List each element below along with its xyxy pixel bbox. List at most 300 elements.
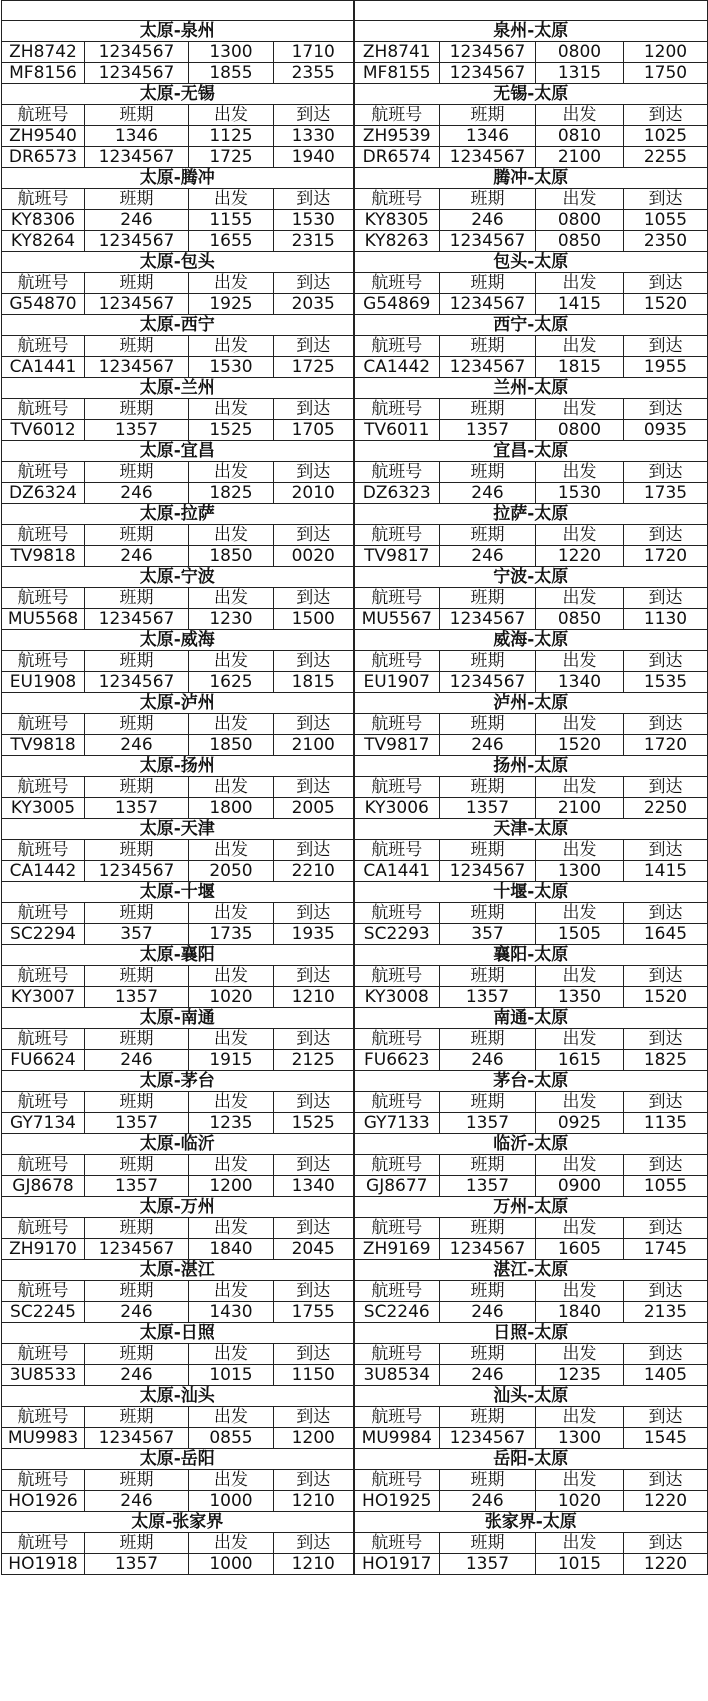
column-header-flight: 航班号 xyxy=(2,903,85,924)
flight-row xyxy=(2,798,708,819)
arrival-time: 2100 xyxy=(274,735,354,756)
flight-number: HO1917 xyxy=(354,1554,440,1575)
outbound-route-title: 太原-包头 xyxy=(2,252,354,273)
schedule-days: 1234567 xyxy=(85,609,189,630)
flight-number: KY8305 xyxy=(354,210,440,231)
flight-number: TV6011 xyxy=(354,420,440,441)
column-header-arrive: 到达 xyxy=(624,1281,708,1302)
column-header-days: 班期 xyxy=(85,1092,189,1113)
arrival-time: 1645 xyxy=(624,924,708,945)
outbound-route-title: 太原-宁波 xyxy=(2,567,354,588)
schedule-days: 1357 xyxy=(85,420,189,441)
flight-row xyxy=(2,1113,708,1134)
column-header-depart: 出发 xyxy=(536,525,624,546)
departure-time: 1000 xyxy=(189,1554,274,1575)
column-header-depart: 出发 xyxy=(189,588,274,609)
arrival-time: 1955 xyxy=(624,357,708,378)
departure-time: 1020 xyxy=(189,987,274,1008)
departure-time: 1735 xyxy=(189,924,274,945)
column-header-days: 班期 xyxy=(440,1218,536,1239)
column-header-days: 班期 xyxy=(440,462,536,483)
column-header-depart: 出发 xyxy=(536,840,624,861)
schedule-days: 1234567 xyxy=(85,672,189,693)
column-header-days: 班期 xyxy=(85,1407,189,1428)
schedule-days: 246 xyxy=(440,546,536,567)
column-header-flight: 航班号 xyxy=(2,1155,85,1176)
schedule-days: 1357 xyxy=(440,1176,536,1197)
flight-number: 3U8534 xyxy=(354,1365,440,1386)
column-header-depart: 出发 xyxy=(189,189,274,210)
column-header-arrive: 到达 xyxy=(624,1344,708,1365)
column-header-depart: 出发 xyxy=(536,588,624,609)
column-header-days: 班期 xyxy=(85,966,189,987)
route-row xyxy=(2,1134,708,1155)
departure-time: 1925 xyxy=(189,294,274,315)
column-header-flight: 航班号 xyxy=(2,1029,85,1050)
route-row xyxy=(2,1197,708,1218)
column-header-depart: 出发 xyxy=(536,777,624,798)
column-header-depart: 出发 xyxy=(189,903,274,924)
column-header-days: 班期 xyxy=(85,1218,189,1239)
flight-number: GY7134 xyxy=(2,1113,85,1134)
flight-row xyxy=(2,1239,708,1260)
flight-row xyxy=(2,1050,708,1071)
flight-number: EU1908 xyxy=(2,672,85,693)
column-header-arrive: 到达 xyxy=(274,1470,354,1491)
column-header-arrive: 到达 xyxy=(274,105,354,126)
table-bottom-spacer xyxy=(0,1575,708,1590)
arrival-time: 1130 xyxy=(624,609,708,630)
arrival-time: 1330 xyxy=(274,126,354,147)
column-header-depart: 出发 xyxy=(536,1344,624,1365)
route-row xyxy=(2,21,708,42)
schedule-days: 246 xyxy=(85,546,189,567)
flight-row xyxy=(2,546,708,567)
departure-time: 1605 xyxy=(536,1239,624,1260)
route-row xyxy=(2,1071,708,1092)
column-header-flight: 航班号 xyxy=(2,588,85,609)
column-header-flight: 航班号 xyxy=(2,651,85,672)
arrival-time: 1720 xyxy=(624,735,708,756)
arrival-time: 1745 xyxy=(624,1239,708,1260)
arrival-time: 1725 xyxy=(274,357,354,378)
column-header-flight: 航班号 xyxy=(2,966,85,987)
column-header-arrive: 到达 xyxy=(624,1155,708,1176)
column-header-days: 班期 xyxy=(85,903,189,924)
arrival-time: 1735 xyxy=(624,483,708,504)
schedule-days: 1234567 xyxy=(440,672,536,693)
outbound-route-title: 太原-天津 xyxy=(2,819,354,840)
departure-time: 1840 xyxy=(189,1239,274,1260)
outbound-route-title: 太原-汕头 xyxy=(2,1386,354,1407)
column-header-depart: 出发 xyxy=(189,714,274,735)
flight-row xyxy=(2,147,708,168)
column-header-arrive: 到达 xyxy=(624,1029,708,1050)
inbound-route-title: 茅台-太原 xyxy=(354,1071,708,1092)
column-header-flight: 航班号 xyxy=(354,399,440,420)
column-header-row xyxy=(2,399,708,420)
flight-number: KY3007 xyxy=(2,987,85,1008)
flight-row xyxy=(2,210,708,231)
column-header-flight: 航班号 xyxy=(354,273,440,294)
column-header-arrive: 到达 xyxy=(274,1281,354,1302)
column-header-flight: 航班号 xyxy=(354,189,440,210)
inbound-route-title: 扬州-太原 xyxy=(354,756,708,777)
flight-row xyxy=(2,1176,708,1197)
column-header-depart: 出发 xyxy=(536,1407,624,1428)
departure-time: 0850 xyxy=(536,609,624,630)
route-row xyxy=(2,252,708,273)
column-header-flight: 航班号 xyxy=(2,714,85,735)
flight-number: TV9817 xyxy=(354,546,440,567)
inbound-route-title: 拉萨-太原 xyxy=(354,504,708,525)
column-header-arrive: 到达 xyxy=(624,525,708,546)
flight-number: FU6624 xyxy=(2,1050,85,1071)
schedule-days: 1234567 xyxy=(440,294,536,315)
column-header-arrive: 到达 xyxy=(624,1218,708,1239)
flight-row xyxy=(2,63,708,84)
column-header-row xyxy=(2,273,708,294)
column-header-row xyxy=(2,1281,708,1302)
inbound-route-title: 泉州-太原 xyxy=(354,21,708,42)
schedule-days: 246 xyxy=(440,1365,536,1386)
departure-time: 1655 xyxy=(189,231,274,252)
departure-time: 1230 xyxy=(189,609,274,630)
column-header-flight: 航班号 xyxy=(2,1092,85,1113)
column-header-days: 班期 xyxy=(440,1470,536,1491)
departure-time: 0900 xyxy=(536,1176,624,1197)
column-header-row xyxy=(2,189,708,210)
inbound-route-title: 无锡-太原 xyxy=(354,84,708,105)
arrival-time: 1055 xyxy=(624,210,708,231)
flight-number: KY8263 xyxy=(354,231,440,252)
outbound-route-title: 太原-宜昌 xyxy=(2,441,354,462)
column-header-depart: 出发 xyxy=(189,966,274,987)
flight-number: KY8306 xyxy=(2,210,85,231)
inbound-route-title: 岳阳-太原 xyxy=(354,1449,708,1470)
column-header-row xyxy=(2,1344,708,1365)
arrival-time: 2125 xyxy=(274,1050,354,1071)
arrival-time: 1710 xyxy=(274,42,354,63)
column-header-row xyxy=(2,1407,708,1428)
route-row xyxy=(2,882,708,903)
column-header-row xyxy=(2,336,708,357)
outbound-route-title: 太原-茅台 xyxy=(2,1071,354,1092)
departure-time: 1125 xyxy=(189,126,274,147)
column-header-flight: 航班号 xyxy=(354,777,440,798)
column-header-arrive: 到达 xyxy=(274,399,354,420)
arrival-time: 1520 xyxy=(624,294,708,315)
departure-time: 2100 xyxy=(536,798,624,819)
arrival-time: 0935 xyxy=(624,420,708,441)
schedule-days: 1234567 xyxy=(440,1428,536,1449)
flight-row xyxy=(2,735,708,756)
schedule-days: 1234567 xyxy=(85,1239,189,1260)
flight-row xyxy=(2,1554,708,1575)
schedule-days: 1234567 xyxy=(85,147,189,168)
column-header-flight: 航班号 xyxy=(354,1470,440,1491)
flight-number: G54869 xyxy=(354,294,440,315)
column-header-days: 班期 xyxy=(440,588,536,609)
inbound-route-title: 湛江-太原 xyxy=(354,1260,708,1281)
schedule-days: 357 xyxy=(440,924,536,945)
flight-row xyxy=(2,294,708,315)
flight-number: GY7133 xyxy=(354,1113,440,1134)
column-header-flight: 航班号 xyxy=(2,1470,85,1491)
departure-time: 0850 xyxy=(536,231,624,252)
departure-time: 1505 xyxy=(536,924,624,945)
column-header-row xyxy=(2,462,708,483)
schedule-body xyxy=(2,1,708,1575)
column-header-row xyxy=(2,651,708,672)
column-header-depart: 出发 xyxy=(536,189,624,210)
column-header-depart: 出发 xyxy=(189,1092,274,1113)
schedule-days: 246 xyxy=(85,1302,189,1323)
column-header-arrive: 到达 xyxy=(274,1092,354,1113)
column-header-depart: 出发 xyxy=(189,1533,274,1554)
column-header-depart: 出发 xyxy=(536,714,624,735)
schedule-days: 1234567 xyxy=(440,42,536,63)
departure-time: 1000 xyxy=(189,1491,274,1512)
column-header-row xyxy=(2,525,708,546)
outbound-route-title: 太原-拉萨 xyxy=(2,504,354,525)
column-header-arrive: 到达 xyxy=(274,714,354,735)
arrival-time: 1825 xyxy=(624,1050,708,1071)
departure-time: 0855 xyxy=(189,1428,274,1449)
departure-time: 1300 xyxy=(536,861,624,882)
column-header-flight: 航班号 xyxy=(354,1407,440,1428)
column-header-depart: 出发 xyxy=(189,1029,274,1050)
inbound-route-title: 襄阳-太原 xyxy=(354,945,708,966)
column-header-depart: 出发 xyxy=(536,105,624,126)
flight-row xyxy=(2,609,708,630)
route-row xyxy=(2,504,708,525)
schedule-days: 1357 xyxy=(440,987,536,1008)
outbound-route-title: 太原-兰州 xyxy=(2,378,354,399)
flight-number: HO1925 xyxy=(354,1491,440,1512)
column-header-flight: 航班号 xyxy=(354,1092,440,1113)
departure-time: 1015 xyxy=(536,1554,624,1575)
column-header-depart: 出发 xyxy=(536,1092,624,1113)
column-header-arrive: 到达 xyxy=(624,1533,708,1554)
column-header-days: 班期 xyxy=(440,651,536,672)
flight-number: FU6623 xyxy=(354,1050,440,1071)
column-header-days: 班期 xyxy=(440,714,536,735)
inbound-route-title: 西宁-太原 xyxy=(354,315,708,336)
column-header-arrive: 到达 xyxy=(624,714,708,735)
flight-row xyxy=(2,861,708,882)
arrival-time: 1025 xyxy=(624,126,708,147)
schedule-days: 1357 xyxy=(440,1554,536,1575)
outbound-route-title: 太原-万州 xyxy=(2,1197,354,1218)
column-header-arrive: 到达 xyxy=(274,966,354,987)
departure-time: 1300 xyxy=(536,1428,624,1449)
column-header-arrive: 到达 xyxy=(624,777,708,798)
route-row xyxy=(2,1386,708,1407)
column-header-flight: 航班号 xyxy=(2,1281,85,1302)
column-header-flight: 航班号 xyxy=(354,462,440,483)
outbound-route-title: 太原-泸州 xyxy=(2,693,354,714)
departure-time: 0925 xyxy=(536,1113,624,1134)
column-header-flight: 航班号 xyxy=(354,714,440,735)
route-row xyxy=(2,315,708,336)
schedule-days: 246 xyxy=(85,483,189,504)
column-header-row xyxy=(2,1218,708,1239)
inbound-route-title: 天津-太原 xyxy=(354,819,708,840)
flight-number: EU1907 xyxy=(354,672,440,693)
column-header-days: 班期 xyxy=(85,714,189,735)
column-header-row xyxy=(2,1029,708,1050)
schedule-days: 1234567 xyxy=(440,861,536,882)
inbound-route-title: 包头-太原 xyxy=(354,252,708,273)
column-header-days: 班期 xyxy=(440,840,536,861)
departure-time: 1430 xyxy=(189,1302,274,1323)
column-header-depart: 出发 xyxy=(536,336,624,357)
column-header-arrive: 到达 xyxy=(274,588,354,609)
column-header-arrive: 到达 xyxy=(624,105,708,126)
arrival-time: 1415 xyxy=(624,861,708,882)
column-header-row xyxy=(2,1470,708,1491)
column-header-depart: 出发 xyxy=(189,525,274,546)
column-header-flight: 航班号 xyxy=(2,777,85,798)
flight-number: ZH9540 xyxy=(2,126,85,147)
departure-time: 0800 xyxy=(536,420,624,441)
column-header-arrive: 到达 xyxy=(274,777,354,798)
route-row xyxy=(2,1260,708,1281)
departure-time: 1615 xyxy=(536,1050,624,1071)
column-header-flight: 航班号 xyxy=(2,1218,85,1239)
column-header-arrive: 到达 xyxy=(624,588,708,609)
flight-number: DZ6324 xyxy=(2,483,85,504)
departure-time: 1415 xyxy=(536,294,624,315)
arrival-time: 2005 xyxy=(274,798,354,819)
column-header-days: 班期 xyxy=(440,1533,536,1554)
route-row xyxy=(2,84,708,105)
column-header-arrive: 到达 xyxy=(274,1029,354,1050)
route-row xyxy=(2,378,708,399)
schedule-days: 1346 xyxy=(85,126,189,147)
flight-row xyxy=(2,42,708,63)
departure-time: 1725 xyxy=(189,147,274,168)
schedule-days: 1234567 xyxy=(440,147,536,168)
flight-row xyxy=(2,420,708,441)
arrival-time: 2315 xyxy=(274,231,354,252)
column-header-depart: 出发 xyxy=(189,1407,274,1428)
column-header-arrive: 到达 xyxy=(624,336,708,357)
schedule-days: 1234567 xyxy=(85,63,189,84)
schedule-days: 1234567 xyxy=(440,357,536,378)
column-header-row xyxy=(2,840,708,861)
column-header-days: 班期 xyxy=(85,1155,189,1176)
column-header-flight: 航班号 xyxy=(354,525,440,546)
column-header-flight: 航班号 xyxy=(354,336,440,357)
flight-number: ZH9169 xyxy=(354,1239,440,1260)
column-header-days: 班期 xyxy=(85,777,189,798)
schedule-days: 1357 xyxy=(85,1554,189,1575)
flight-number: G54870 xyxy=(2,294,85,315)
column-header-depart: 出发 xyxy=(536,1155,624,1176)
flight-row xyxy=(2,672,708,693)
column-header-flight: 航班号 xyxy=(354,1218,440,1239)
column-header-arrive: 到达 xyxy=(624,840,708,861)
flight-number: HO1926 xyxy=(2,1491,85,1512)
inbound-route-title: 宁波-太原 xyxy=(354,567,708,588)
arrival-time: 1135 xyxy=(624,1113,708,1134)
departure-time: 1315 xyxy=(536,63,624,84)
flight-number: TV6012 xyxy=(2,420,85,441)
departure-time: 1800 xyxy=(189,798,274,819)
departure-time: 1850 xyxy=(189,735,274,756)
column-header-flight: 航班号 xyxy=(2,273,85,294)
departure-time: 1915 xyxy=(189,1050,274,1071)
column-header-row xyxy=(2,966,708,987)
departure-time: 1300 xyxy=(189,42,274,63)
column-header-depart: 出发 xyxy=(536,903,624,924)
arrival-time: 2350 xyxy=(624,231,708,252)
arrival-time: 2035 xyxy=(274,294,354,315)
column-header-flight: 航班号 xyxy=(2,462,85,483)
column-header-arrive: 到达 xyxy=(274,336,354,357)
flight-row xyxy=(2,987,708,1008)
flight-row xyxy=(2,1302,708,1323)
column-header-row xyxy=(2,588,708,609)
column-header-flight: 航班号 xyxy=(2,525,85,546)
departure-time: 1530 xyxy=(536,483,624,504)
arrival-time: 1055 xyxy=(624,1176,708,1197)
departure-time: 0810 xyxy=(536,126,624,147)
schedule-days: 1357 xyxy=(85,1113,189,1134)
schedule-days: 1234567 xyxy=(85,42,189,63)
column-header-depart: 出发 xyxy=(536,1029,624,1050)
schedule-days: 1357 xyxy=(440,1113,536,1134)
route-row xyxy=(2,441,708,462)
flight-number: SC2294 xyxy=(2,924,85,945)
column-header-row xyxy=(2,1533,708,1554)
column-header-days: 班期 xyxy=(440,189,536,210)
schedule-days: 246 xyxy=(85,735,189,756)
column-header-arrive: 到达 xyxy=(274,1344,354,1365)
outbound-route-title: 太原-十堰 xyxy=(2,882,354,903)
schedule-days: 357 xyxy=(85,924,189,945)
column-header-arrive: 到达 xyxy=(274,1155,354,1176)
flight-schedule-table xyxy=(1,0,708,1575)
arrival-time: 2355 xyxy=(274,63,354,84)
column-header-arrive: 到达 xyxy=(274,1533,354,1554)
outbound-route-title: 太原-西宁 xyxy=(2,315,354,336)
inbound-route-title: 日照-太原 xyxy=(354,1323,708,1344)
inbound-route-title: 泸州-太原 xyxy=(354,693,708,714)
flight-number: MF8156 xyxy=(2,63,85,84)
flight-number: KY3005 xyxy=(2,798,85,819)
flight-number: DR6574 xyxy=(354,147,440,168)
departure-time: 1020 xyxy=(536,1491,624,1512)
outbound-route-title: 太原-日照 xyxy=(2,1323,354,1344)
flight-number: TV9818 xyxy=(2,546,85,567)
flight-number: CA1441 xyxy=(2,357,85,378)
route-row xyxy=(2,1323,708,1344)
column-header-arrive: 到达 xyxy=(624,651,708,672)
arrival-time: 2010 xyxy=(274,483,354,504)
schedule-days: 246 xyxy=(440,1302,536,1323)
column-header-days: 班期 xyxy=(85,588,189,609)
schedule-days: 246 xyxy=(85,210,189,231)
outbound-route-title: 太原-张家界 xyxy=(2,1512,354,1533)
column-header-depart: 出发 xyxy=(189,105,274,126)
column-header-days: 班期 xyxy=(85,840,189,861)
flight-row xyxy=(2,357,708,378)
column-header-days: 班期 xyxy=(85,1281,189,1302)
column-header-depart: 出发 xyxy=(189,273,274,294)
